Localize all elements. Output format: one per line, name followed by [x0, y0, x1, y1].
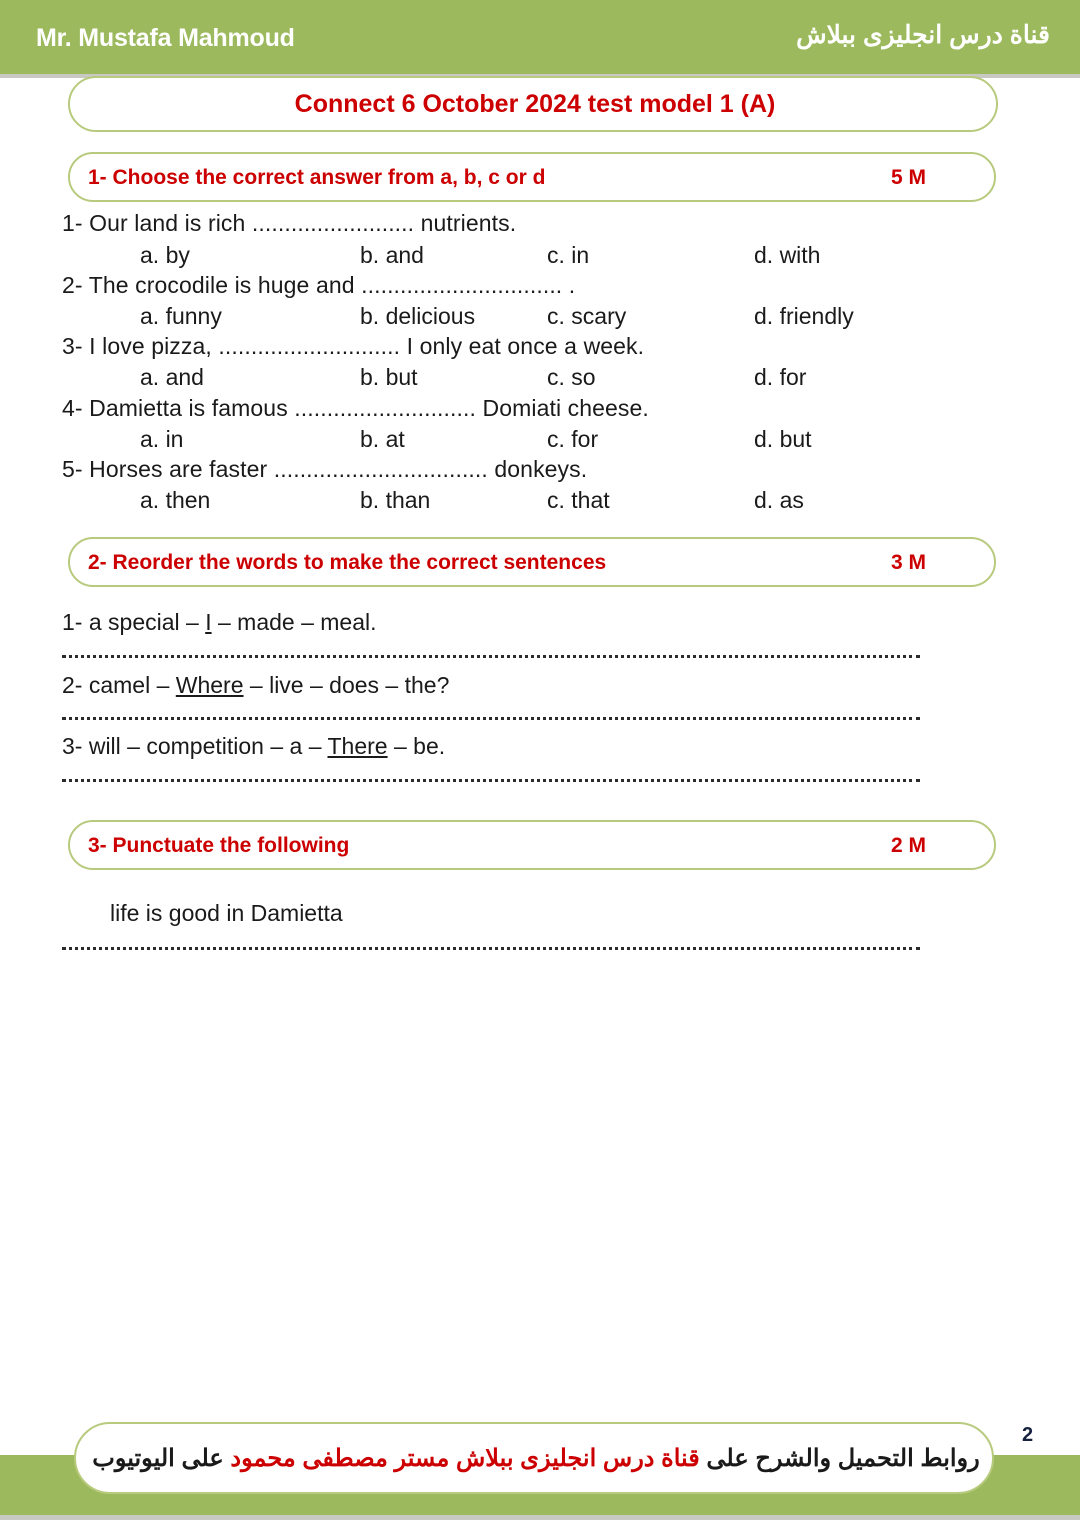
mcq-4-option-c[interactable]: c. for: [547, 426, 599, 452]
footer-band-divider: [0, 1515, 1080, 1520]
reorder-2-underlined: Where: [175, 672, 244, 698]
mcq-3-option-b[interactable]: b. but: [360, 364, 418, 390]
footer-text-part3: على اليوتيوب: [92, 1445, 231, 1472]
mcq-options-1: [62, 242, 982, 274]
reorder-3-underlined: There: [327, 733, 388, 759]
header-author-name: Mr. Mustafa Mahmoud: [36, 24, 295, 52]
mcq-stem-3: 3- I love pizza, ............................ I only eat once a week.: [62, 333, 645, 359]
section-3-marks: 2 M: [890, 834, 926, 857]
answer-line-reorder-3[interactable]: [62, 776, 920, 782]
mcq-options-4: [62, 426, 982, 458]
mcq-3-option-d[interactable]: d. for: [754, 364, 807, 390]
mcq-2-option-b[interactable]: b. delicious: [360, 303, 476, 329]
mcq-stem-4: 4- Damietta is famous ............................ Domiati cheese.: [62, 395, 649, 421]
mcq-4-option-a[interactable]: a. in: [140, 426, 184, 452]
page-number: 2: [1022, 1424, 1034, 1446]
mcq-2-option-c[interactable]: c. scary: [547, 303, 627, 329]
mcq-stem-5: 5- Horses are faster ................................. donkeys.: [62, 456, 588, 482]
mcq-2-option-a[interactable]: a. funny: [140, 303, 222, 329]
reorder-3-suffix: – be.: [387, 733, 446, 759]
answer-line-punctuate[interactable]: [62, 944, 920, 950]
footer-text-part1: روابط التحميل والشرح على: [699, 1445, 980, 1472]
answer-line-reorder-1[interactable]: [62, 652, 920, 658]
section-header-3: [68, 820, 996, 870]
section-2-marks: 3 M: [890, 551, 926, 574]
footer-text-channel: قناة درس انجليزى ببلاش مستر مصطفى محمود: [230, 1445, 700, 1472]
punctuate-sentence: life is good in Damietta: [110, 900, 343, 926]
footer-promo-text: [76, 1424, 996, 1496]
reorder-1-suffix: – made – meal.: [211, 609, 377, 635]
mcq-1-option-a[interactable]: a. by: [140, 242, 190, 268]
mcq-options-3: [62, 364, 982, 396]
answer-line-reorder-2[interactable]: [62, 714, 920, 720]
reorder-1-underlined: I: [205, 609, 212, 635]
section-1-label: 1- Choose the correct answer from a, b, c or d: [88, 166, 546, 189]
reorder-item-1: [62, 609, 377, 636]
mcq-stem-2: 2- The crocodile is huge and ............................... .: [62, 272, 576, 298]
reorder-item-2: [62, 672, 449, 699]
reorder-3-prefix: 3- will – competition – a –: [62, 733, 328, 759]
footer-box: [74, 1422, 994, 1494]
mcq-5-option-d[interactable]: d. as: [754, 487, 804, 513]
mcq-options-2: [62, 303, 982, 335]
mcq-options-5: [62, 487, 982, 519]
section-1-marks: 5 M: [890, 166, 926, 189]
mcq-1-option-d[interactable]: d. with: [754, 242, 821, 268]
mcq-1-option-c[interactable]: c. in: [547, 242, 590, 268]
reorder-1-prefix: 1- a special –: [62, 609, 206, 635]
mcq-1-option-b[interactable]: b. and: [360, 242, 424, 268]
reorder-2-suffix: – live – does – the?: [243, 672, 450, 698]
mcq-5-option-a[interactable]: a. then: [140, 487, 211, 513]
section-header-1: [68, 152, 996, 202]
mcq-4-option-b[interactable]: b. at: [360, 426, 405, 452]
header-channel-arabic: قناة درس انجليزى ببلاش: [796, 21, 1050, 49]
mcq-stem-1: 1- Our land is rich ......................... nutrients.: [62, 210, 517, 236]
reorder-2-prefix: 2- camel –: [62, 672, 176, 698]
reorder-item-3: [62, 733, 445, 760]
section-2-label: 2- Reorder the words to make the correct sentences: [88, 551, 607, 574]
mcq-3-option-c[interactable]: c. so: [547, 364, 596, 390]
mcq-5-option-b[interactable]: b. than: [360, 487, 431, 513]
exam-title-box: [68, 76, 998, 132]
mcq-3-option-a[interactable]: a. and: [140, 364, 204, 390]
section-header-2: [68, 537, 996, 587]
mcq-5-option-c[interactable]: c. that: [547, 487, 610, 513]
section-3-label: 3- Punctuate the following: [88, 834, 350, 857]
exam-title: Connect 6 October 2024 test model 1 (A): [294, 90, 776, 118]
mcq-2-option-d[interactable]: d. friendly: [754, 303, 854, 329]
mcq-4-option-d[interactable]: d. but: [754, 426, 812, 452]
